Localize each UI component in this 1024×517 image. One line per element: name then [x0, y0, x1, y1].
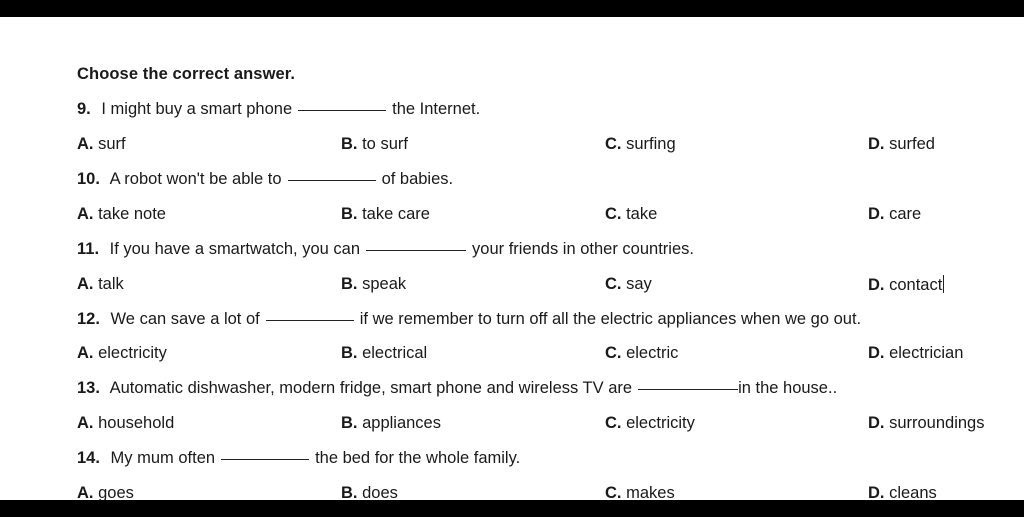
option-12-b: B. electrical — [341, 344, 428, 362]
option-14-c: C. makes — [605, 484, 675, 500]
option-14-b: B. does — [341, 484, 398, 500]
question-text-after: in the house.. — [738, 379, 838, 397]
question-number: 13. — [77, 379, 100, 397]
option-12-c: C. electric — [605, 344, 679, 362]
question-number: 10. — [77, 170, 100, 188]
option-12-d: D. electrician — [868, 344, 964, 362]
question-10 — [77, 170, 453, 189]
answer-blank — [298, 109, 386, 111]
question-text-before: Automatic dishwasher, modern fridge, smart phone and wireless TV are — [109, 379, 633, 397]
instruction-heading: Choose the correct answer. — [77, 65, 296, 83]
question-text-before: I might buy a smart phone — [101, 100, 293, 118]
option-11-c: C. say — [605, 275, 652, 293]
option-13-c: C. electricity — [605, 414, 695, 432]
option-13-b: B. appliances — [341, 414, 441, 432]
option-13-d: D. surroundings — [868, 414, 985, 432]
question-text-after: of babies. — [381, 170, 454, 188]
question-12 — [77, 310, 861, 329]
question-number: 11. — [77, 240, 100, 258]
question-11 — [77, 240, 694, 259]
question-number: 9. — [77, 100, 91, 118]
option-9-a: A. surf — [77, 135, 126, 153]
question-text-after: your friends in other countries. — [472, 240, 694, 258]
question-14 — [77, 449, 520, 468]
question-text-before: A robot won't be able to — [109, 170, 282, 188]
option-14-a: A. goes — [77, 484, 134, 500]
question-text-after: the bed for the whole family. — [315, 449, 521, 467]
option-11-a: A. talk — [77, 275, 124, 293]
option-10-c: C. take — [605, 205, 658, 223]
question-text-after: if we remember to turn off all the electric appliances when we go out. — [359, 310, 862, 328]
option-10-a: A. take note — [77, 205, 166, 223]
option-9-c: C. surfing — [605, 135, 676, 153]
option-9-d: D. surfed — [868, 135, 935, 153]
worksheet-page — [0, 17, 1024, 500]
option-12-a: A. electricity — [77, 344, 167, 362]
question-number: 14. — [77, 449, 100, 467]
answer-blank — [366, 249, 466, 251]
option-10-d: D. care — [868, 205, 922, 223]
option-11-b: B. speak — [341, 275, 407, 293]
text-cursor — [943, 275, 944, 293]
option-10-b: B. take care — [341, 205, 430, 223]
question-13 — [77, 379, 837, 398]
option-14-d: D. cleans — [868, 484, 937, 500]
option-11-d: D. contact — [868, 276, 943, 294]
option-9-b: B. to surf — [341, 135, 408, 153]
question-9 — [77, 100, 480, 119]
question-text-before: My mum often — [110, 449, 216, 467]
answer-blank — [638, 388, 738, 390]
option-13-a: A. household — [77, 414, 175, 432]
answer-blank — [221, 458, 309, 460]
question-text-before: If you have a smartwatch, you can — [109, 240, 361, 258]
answer-blank — [266, 319, 354, 321]
question-number: 12. — [77, 310, 100, 328]
question-text-before: We can save a lot of — [110, 310, 260, 328]
question-text-after: the Internet. — [392, 100, 481, 118]
answer-blank — [288, 179, 376, 181]
